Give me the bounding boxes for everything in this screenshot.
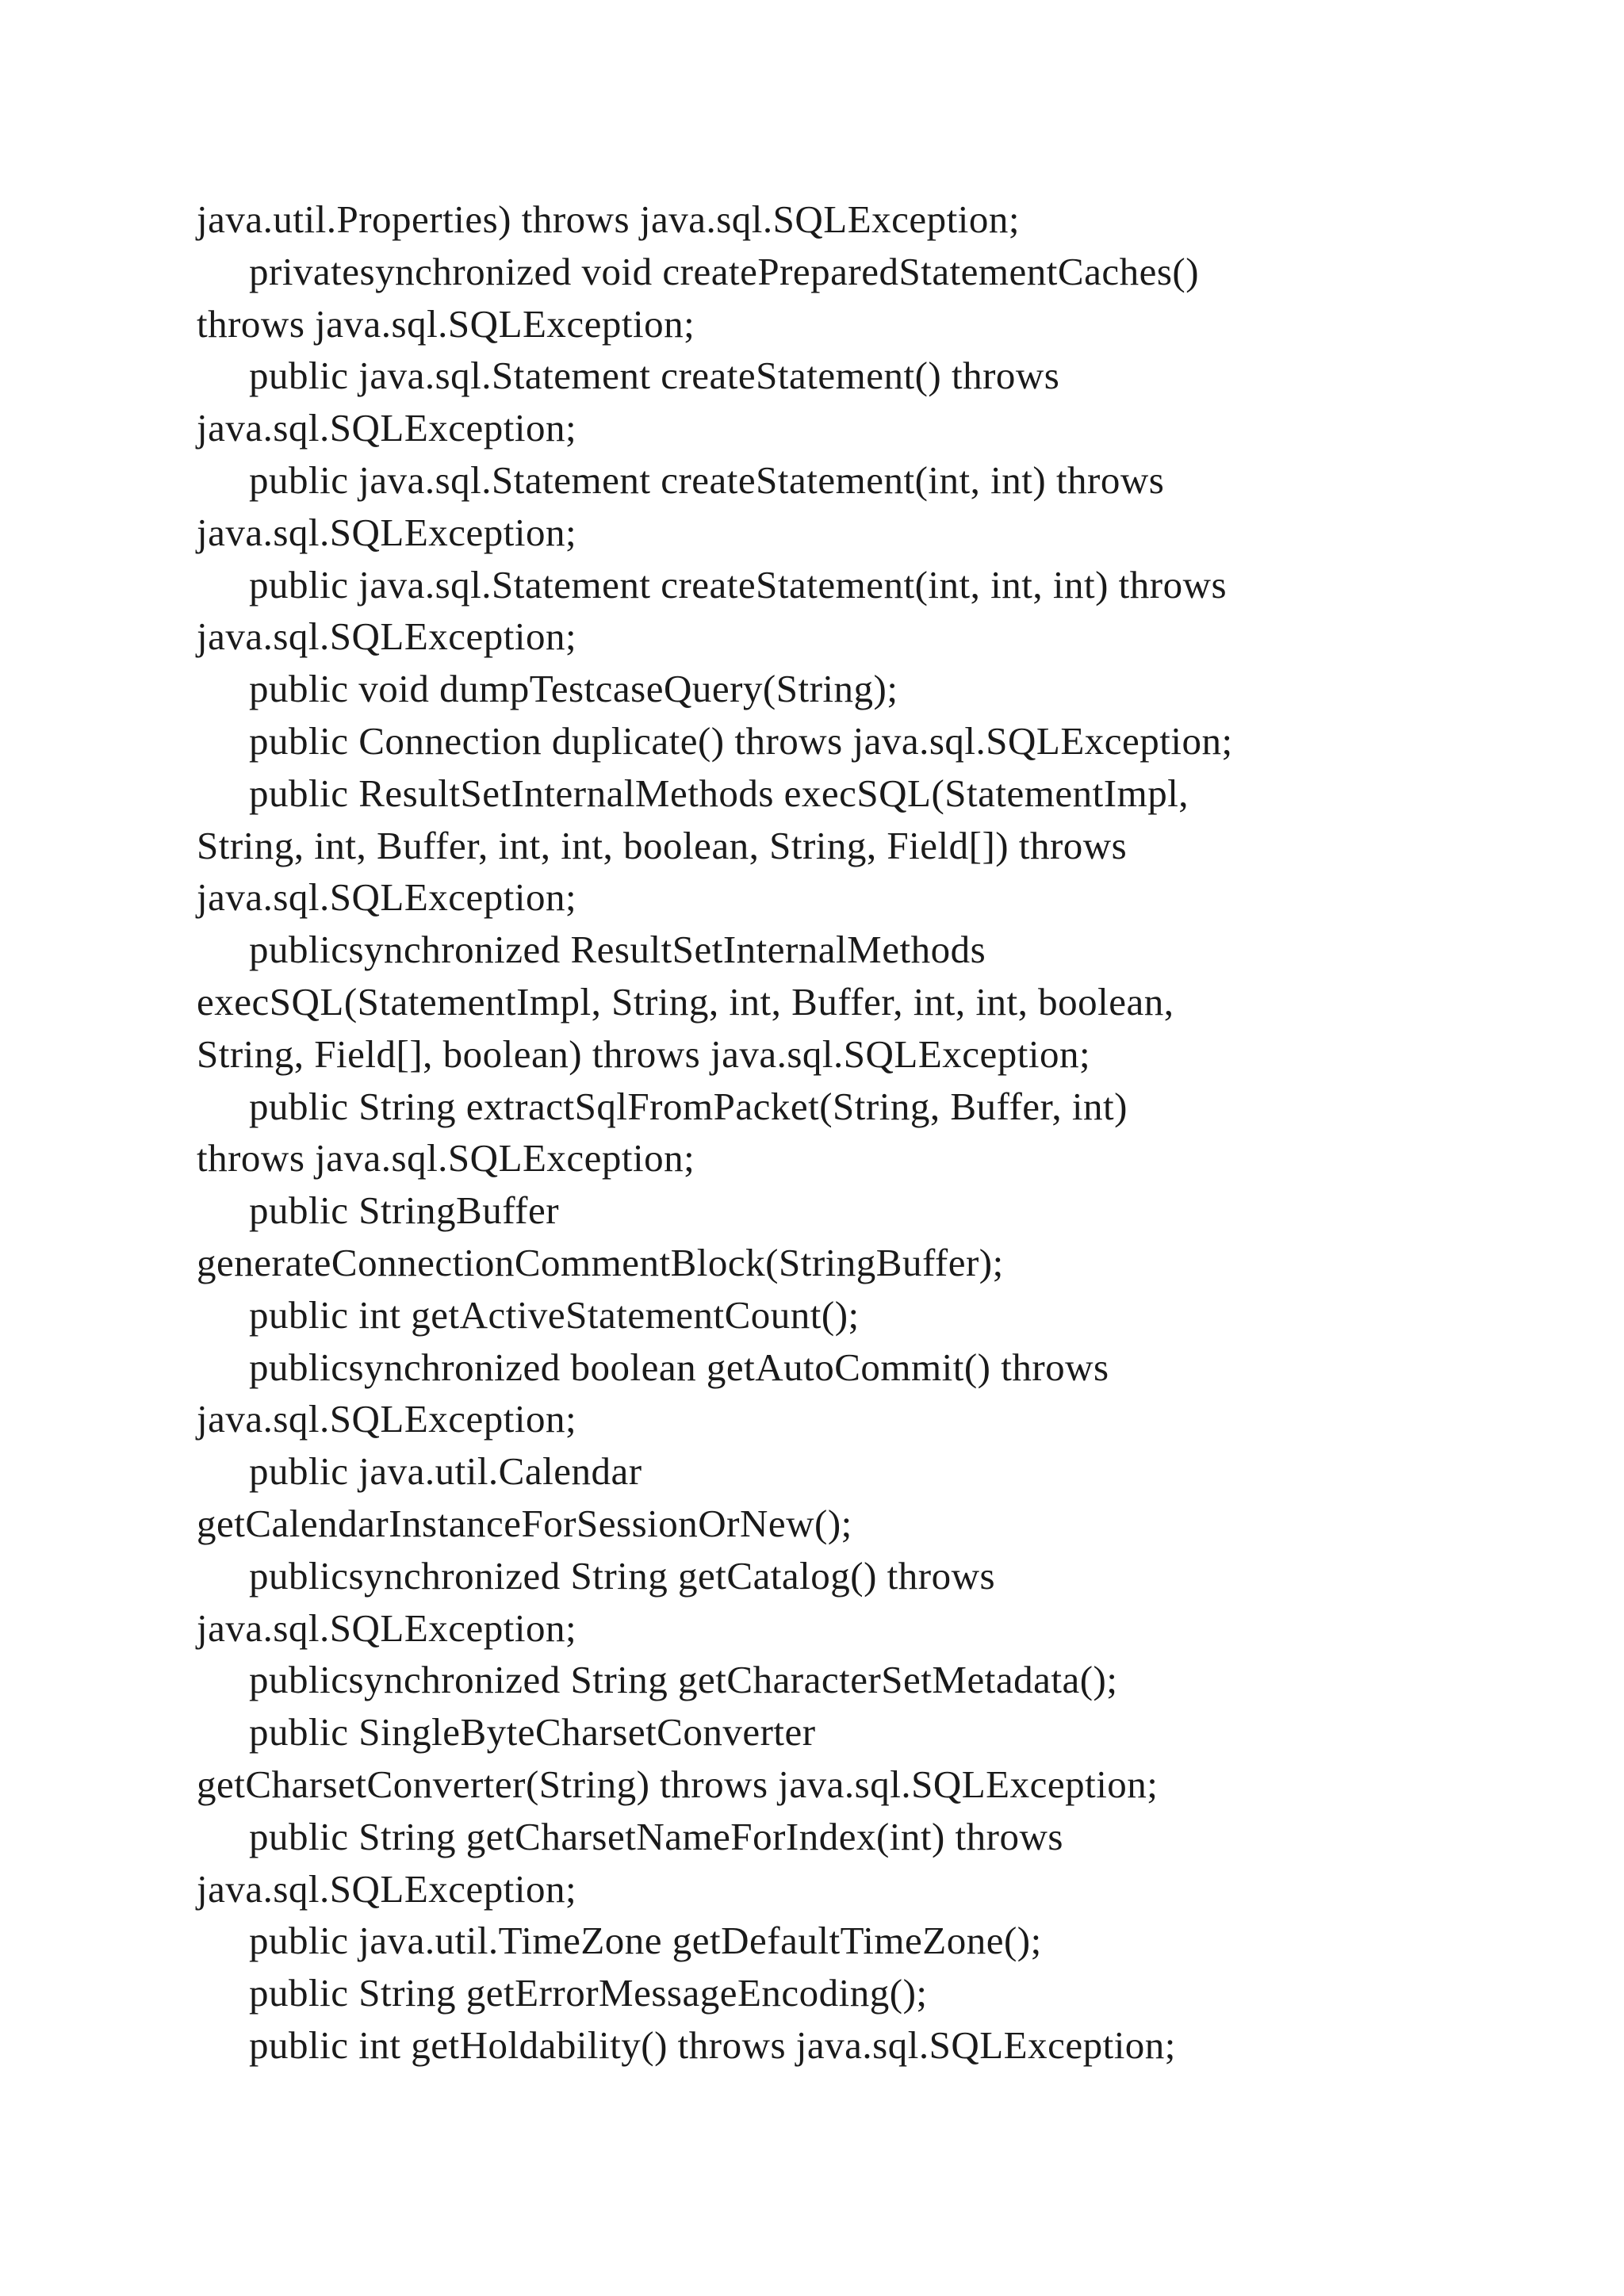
text-line: public String getErrorMessageEncoding(); xyxy=(249,1971,928,2015)
text-line: execSQL(StatementImpl, String, int, Buffer, int, int, boolean, xyxy=(197,979,1174,1024)
text-line: throws java.sql.SQLException; xyxy=(197,301,695,346)
text-line: java.sql.SQLException; xyxy=(197,1397,577,1441)
text-line: generateConnectionCommentBlock(StringBuffer); xyxy=(197,1240,1004,1284)
text-line: java.sql.SQLException; xyxy=(197,406,577,450)
text-line: public void dumpTestcaseQuery(String); xyxy=(249,667,898,711)
text-line: public int getHoldability() throws java.sql.SQLException; xyxy=(249,2022,1176,2067)
text-line: publicsynchronized ResultSetInternalMethods xyxy=(249,928,986,972)
text-line: public SingleByteCharsetConverter xyxy=(249,1710,816,1755)
text-line: getCharsetConverter(String) throws java.sql.SQLException; xyxy=(197,1762,1159,1806)
text-line: String, int, Buffer, int, int, boolean, String, Field[]) throws xyxy=(197,823,1128,867)
text-line: public int getActiveStatementCount(); xyxy=(249,1292,860,1337)
text-line: publicsynchronized String getCharacterSetMetadata(); xyxy=(249,1658,1118,1702)
text-line: public java.sql.Statement createStatement() throws xyxy=(249,354,1060,398)
text-line: public java.util.TimeZone getDefaultTimeZone(); xyxy=(249,1919,1042,1963)
text-line: public java.sql.Statement createStatement(int, int) throws xyxy=(249,457,1165,502)
code-listing xyxy=(197,193,1481,2072)
text-line: getCalendarInstanceForSessionOrNew(); xyxy=(197,1501,852,1545)
text-line: throws java.sql.SQLException; xyxy=(197,1136,695,1181)
text-line: java.sql.SQLException; xyxy=(197,1866,577,1911)
text-line: public String getCharsetNameForIndex(int) throws xyxy=(249,1814,1063,1858)
text-line: public ResultSetInternalMethods execSQL(StatementImpl, xyxy=(249,771,1189,815)
text-line: java.sql.SQLException; xyxy=(197,1605,577,1650)
text-line: publicsynchronized boolean getAutoCommit() throws xyxy=(249,1345,1109,1389)
text-line: publicsynchronized String getCatalog() throws xyxy=(249,1553,996,1598)
text-line: java.sql.SQLException; xyxy=(197,614,577,659)
text-line: java.sql.SQLException; xyxy=(197,510,577,554)
text-line: String, Field[], boolean) throws java.sql.SQLException; xyxy=(197,1031,1091,1076)
text-line: public java.sql.Statement createStatement(int, int, int) throws xyxy=(249,562,1228,607)
text-line: privatesynchronized void createPreparedStatementCaches() xyxy=(249,249,1200,293)
text-line: java.util.Properties) throws java.sql.SQLException; xyxy=(197,197,1020,241)
text-line: public java.util.Calendar xyxy=(249,1449,642,1494)
text-line: public Connection duplicate() throws java.sql.SQLException; xyxy=(249,718,1233,763)
text-line: public StringBuffer xyxy=(249,1188,560,1233)
text-line: public String extractSqlFromPacket(String, Buffer, int) xyxy=(249,1084,1128,1128)
text-line: java.sql.SQLException; xyxy=(197,875,577,920)
